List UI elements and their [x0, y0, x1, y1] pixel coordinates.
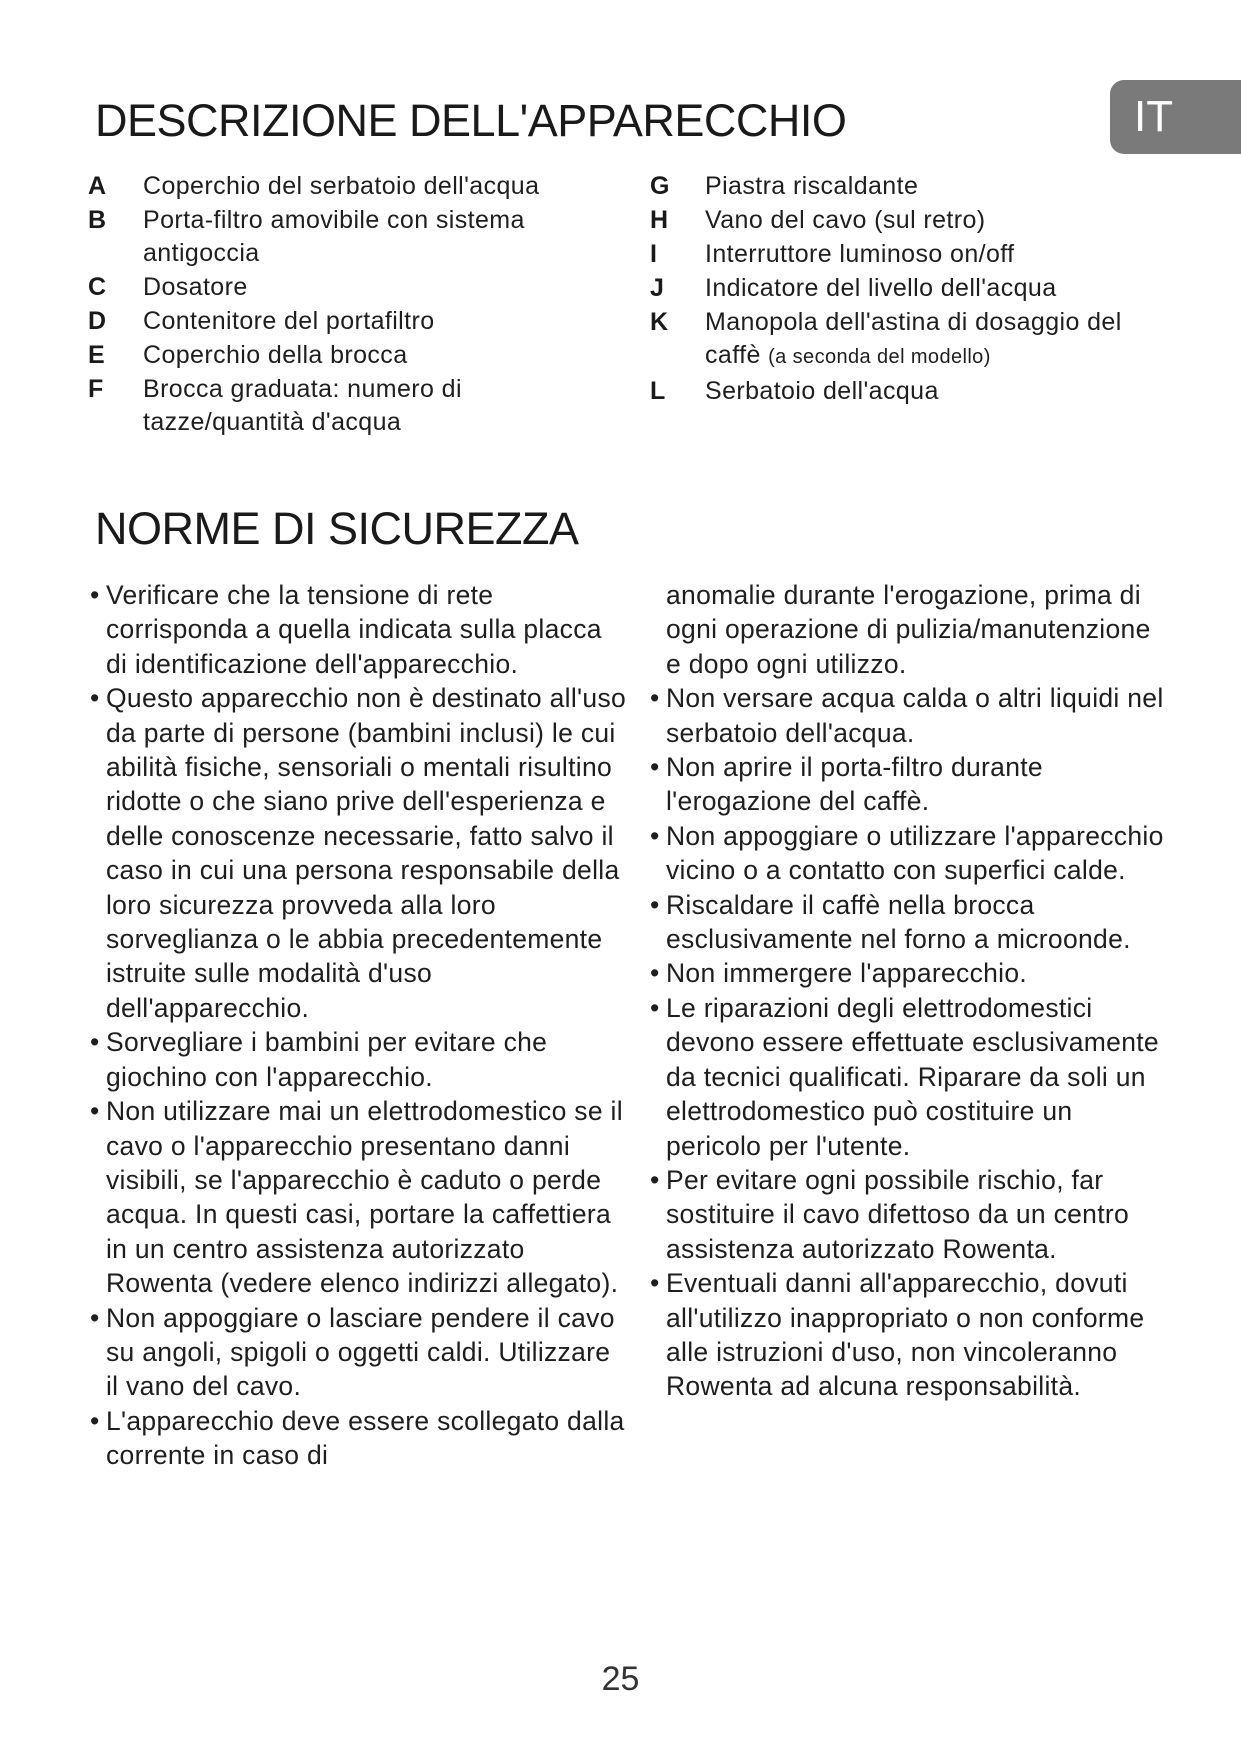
part-item	[88, 305, 628, 338]
safety-rule: • L'apparecchio deve essere scollegato dalla corrente in caso di	[90, 1404, 630, 1473]
safety-rule: • Riscaldare il caffè nella brocca esclusivamente nel forno a microonde.	[650, 888, 1170, 957]
part-item	[650, 170, 1170, 203]
part-text: Coperchio del serbatoio dell'acqua	[143, 172, 540, 200]
part-item	[650, 306, 1170, 374]
part-text: Indicatore del livello dell'acqua	[705, 274, 1057, 302]
part-item	[650, 272, 1170, 305]
part-text: Contenitore del portafiltro	[143, 307, 435, 335]
safety-rule: • Verificare che la tensione di rete corrisponda a quella indicata sulla placca di identificazione dell'apparecchio.	[90, 578, 630, 681]
safety-rule-continuation: anomalie durante l'erogazione, prima di ogni operazione di pulizia/manutenzione e dopo ogni utilizzo.	[666, 580, 1151, 679]
part-text: Dosatore	[143, 273, 248, 301]
part-letter: F	[88, 375, 104, 403]
section-title-description: DESCRIZIONE DELL'APPARECCHIO	[95, 95, 847, 146]
part-item	[88, 339, 628, 372]
safety-list-left	[90, 578, 630, 1473]
part-item	[88, 373, 628, 439]
part-text: Coperchio della brocca	[143, 341, 408, 369]
part-item	[88, 204, 628, 270]
safety-rule: • Sorvegliare i bambini per evitare che giochino con l'apparecchio.	[90, 1025, 630, 1094]
parts-list-right	[650, 170, 1170, 409]
part-item	[650, 375, 1170, 408]
part-text: Serbatoio dell'acqua	[705, 377, 939, 405]
part-letter: H	[650, 206, 669, 234]
part-letter: D	[88, 307, 107, 335]
safety-rule: • Questo apparecchio non è destinato all'uso da parte di persone (bambini inclusi) le cui abilità fisiche, sensoriali o mentali risultino ridotte o che siano prive dell'esperienza e delle conoscenze necessarie, fatto salvo il caso in cui una persona responsabile della loro sicurezza provveda alla loro sorveglianza o le abbia precedentemente istruite sulle modalità d'uso dell'apparecchio.	[90, 681, 630, 1025]
part-letter: B	[88, 206, 107, 234]
part-letter: E	[88, 341, 106, 369]
safety-rule: • Non versare acqua calda o altri liquidi nel serbatoio dell'acqua.	[650, 681, 1170, 750]
safety-rule: • Non aprire il porta-filtro durante l'erogazione del caffè.	[650, 750, 1170, 819]
section-title-safety: NORME DI SICUREZZA	[95, 503, 579, 554]
part-item	[650, 204, 1170, 237]
page-number: 25	[601, 1660, 640, 1698]
part-item	[650, 238, 1170, 271]
part-item	[88, 271, 628, 304]
safety-rule: • Le riparazioni degli elettrodomestici devono essere effettuate esclusivamente da tecnici qualificati. Riparare da soli un elettrodomestico può costituire un pericolo per l'utente.	[650, 991, 1170, 1163]
parts-list-left	[88, 170, 628, 440]
part-letter: A	[88, 172, 107, 200]
part-letter: C	[88, 273, 107, 301]
part-letter: K	[650, 308, 669, 336]
part-text: Piastra riscaldante	[705, 172, 919, 200]
safety-rule: • Non utilizzare mai un elettrodomestico se il cavo o l'apparecchio presentano danni visibili, se l'apparecchio è caduto o perde acqua. In questi casi, portare la caffettiera in un centro assistenza autorizzato Rowenta (vedere elenco indirizzi allegato).	[90, 1094, 630, 1300]
part-text: Porta-filtro amovibile con sistema antigoccia	[143, 206, 525, 267]
part-letter: I	[650, 240, 658, 268]
safety-rule: • Eventuali danni all'apparecchio, dovuti all'utilizzo inappropriato o non conforme alle istruzioni d'uso, non vincoleranno Rowenta ad alcuna responsabilità.	[650, 1266, 1170, 1404]
part-text: Brocca graduata: numero di tazze/quantità d'acqua	[143, 375, 462, 436]
part-text: Manopola dell'astina di dosaggio del caffè	[705, 308, 1122, 369]
language-tab: IT	[1110, 80, 1241, 154]
safety-rule: • Non appoggiare o lasciare pendere il cavo su angoli, spigoli o oggetti caldi. Utilizzare il vano del cavo.	[90, 1301, 630, 1404]
safety-rule: • Non appoggiare o utilizzare l'apparecchio vicino o a contatto con superfici calde.	[650, 819, 1170, 888]
safety-list-right	[650, 578, 1170, 1404]
safety-rule: • Per evitare ogni possibile rischio, far sostituire il cavo difettoso da un centro assistenza autorizzato Rowenta.	[650, 1163, 1170, 1266]
part-item	[88, 170, 628, 203]
part-letter: J	[650, 274, 665, 302]
part-text: Interruttore luminoso on/off	[705, 240, 1015, 268]
safety-rule: • Non immergere l'apparecchio.	[650, 956, 1170, 990]
part-text: Vano del cavo (sul retro)	[705, 206, 986, 234]
part-letter: L	[650, 377, 666, 405]
part-letter: G	[650, 172, 670, 200]
part-note: (a seconda del modello)	[768, 346, 991, 368]
